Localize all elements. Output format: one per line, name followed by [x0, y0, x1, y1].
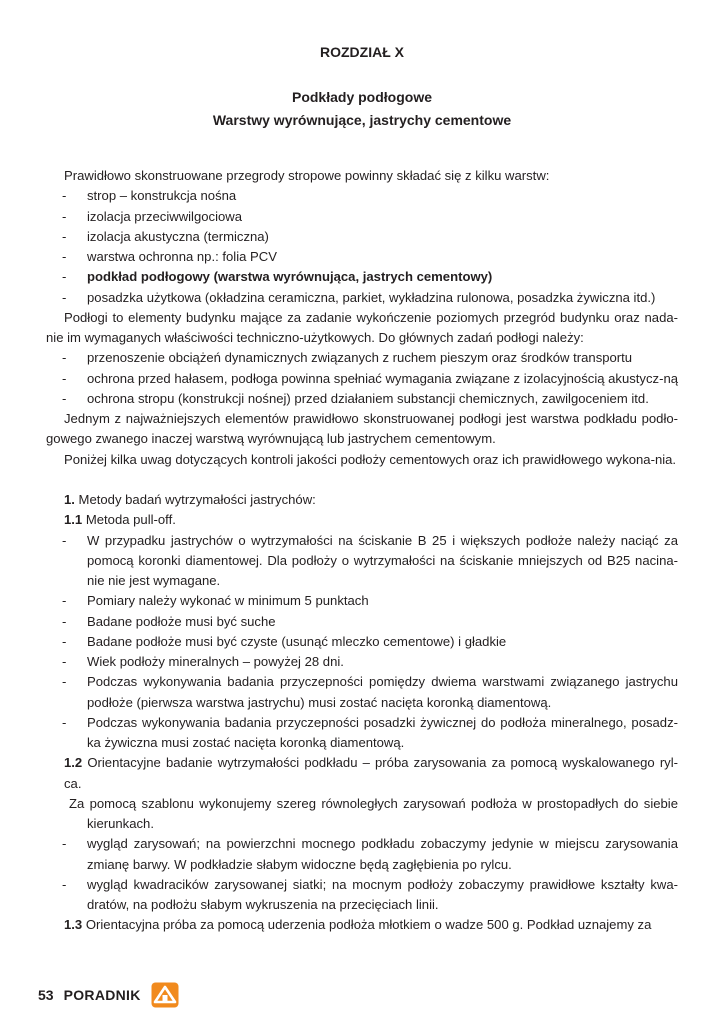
- section-1-1-heading: [46, 510, 678, 530]
- spacer: [46, 470, 678, 490]
- layers-list: [46, 186, 678, 308]
- list-item: - posadzka użytkowa (okładzina ceramiczna, parkiet, wykładzina rulonowa, posadzka żywiczna itd.): [46, 288, 678, 308]
- list-item: [46, 267, 678, 287]
- list-item: - warstwa ochronna np.: folia PCV: [46, 247, 678, 267]
- scratch-list: [46, 834, 678, 915]
- bold-list-text: podkład podłogowy (warstwa wyrównująca, jastrych cementowy): [87, 269, 493, 285]
- section-title: Orientacyjna próba za pomocą uderzenia podłoża młotkiem o wadze 500 g. Podkład uznajemy za: [82, 917, 652, 933]
- page-number: 53: [38, 987, 54, 1003]
- list-item: - izolacja akustyczna (termiczna): [46, 227, 678, 247]
- list-item: - Pomiary należy wykonać w minimum 5 punktach: [46, 591, 678, 611]
- pulloff-list: [46, 531, 678, 754]
- section-number: 1.: [64, 492, 75, 507]
- list-item: - Podczas wykonywania badania przyczepności pomiędzy dwiema warstwami związanego jastrychu podłoże (pierwsza warstwa jastrychu) musi zostać nacięta koronką diamentową.: [46, 672, 678, 713]
- section-1-2-heading: [46, 753, 678, 794]
- section-number: 1.1: [64, 512, 83, 528]
- section-title: Metoda pull-off.: [82, 512, 176, 528]
- scratch-paragraph: Za pomocą szablonu wykonujemy szereg równoległych zarysowań podłoża w prostopadłych do siebie kierunkach.: [69, 795, 678, 831]
- important-paragraph: Jednym z najważniejszych elementów prawidłowo skonstruowanej podłogi jest warstwa podkładu podło-gowego zwanego inaczej warstwą wyrównującą lub jastrychem cementowym.: [46, 411, 678, 447]
- list-item: - wygląd zarysowań; na powierzchni mocnego podkładu zobaczymy jedynie w miejscu zarysowania zmianę barwy. W podkładzie słabym widoczne będą zagłębienia po rylcu.: [46, 834, 678, 875]
- list-item: - przenoszenie obciążeń dynamicznych związanych z ruchem pieszym oraz środków transportu: [46, 348, 678, 368]
- list-item: - Podczas wykonywania badania przyczepności posadzki żywicznej do podłoża mineralnego, posadz-ka żywiczna musi zostać nacięta koronką diamentową.: [46, 713, 678, 754]
- section-number: 1.3: [64, 917, 83, 933]
- section-title: Orientacyjne badanie wytrzymałości podkładu – próba zarysowania za pomocą wyskalowanego ryl-ca.: [64, 755, 678, 791]
- title-line-1: Podkłady podłogowe: [291, 89, 432, 105]
- tasks-list: [46, 348, 678, 409]
- intro-paragraph: Prawidłowo skonstruowane przegrody stropowe powinny składać się z kilku warstw:: [64, 168, 550, 183]
- chapter-heading: ROZDZIAŁ X: [320, 44, 404, 60]
- list-item: - wygląd kwadracików zarysowanej siatki; na mocnym podłoży zobaczymy prawidłowe kształty kwa-dratów, na podłożu słabym wykruszenia na przecięciach linii.: [46, 875, 678, 916]
- list-item: - W przypadku jastrychów o wytrzymałości na ściskanie B 25 i większych podłoże należy naciąć za pomocą koronki diamentowej. Dla podłoży o wytrzymałości na ściskanie mniejszych od B25 nacina-nie nie jest wymagane.: [46, 531, 678, 592]
- below-paragraph: Poniżej kilka uwag dotyczących kontroli jakości podłoży cementowych oraz ich prawidłowego wykona-nia.: [64, 451, 677, 467]
- list-item: - Badane podłoże musi być czyste (usunąć mleczko cementowe) i gładkie: [46, 632, 678, 652]
- section-title: Metody badań wytrzymałości jastrychów:: [74, 492, 316, 507]
- floor-paragraph: Podłogi to elementy budynku mające za zadanie wykończenie poziomych przegród budynku oraz nada-nie im wymaganych właściwości techniczno-użytkowych. Do głównych zadań podłogi należy:: [46, 309, 678, 345]
- section-1-3-heading: [46, 915, 678, 935]
- brand-logo-icon: [151, 982, 179, 1008]
- section-number: 1.2: [64, 755, 83, 771]
- list-item: - ochrona stropu (konstrukcji nośnej) przed działaniem substancji chemicznych, zawilgoceniem itd.: [46, 389, 678, 409]
- list-item: - Wiek podłoży mineralnych – powyżej 28 dni.: [46, 652, 678, 672]
- document-body: [46, 166, 678, 936]
- footer-title: PORADNIK: [63, 987, 141, 1003]
- document-page: [46, 0, 678, 1024]
- list-item: - strop – konstrukcja nośna: [46, 186, 678, 206]
- list-item: - izolacja przeciwwilgociowa: [46, 207, 678, 227]
- list-item: - ochrona przed hałasem, podłoga powinna spełniać wymagania związane z izolacyjnością akustycz-ną: [46, 369, 678, 389]
- title-line-2: Warstwy wyrównujące, jastrychy cementowe: [212, 112, 512, 128]
- section-1-heading: [46, 490, 678, 510]
- page-footer: [38, 980, 179, 1010]
- list-item: - Badane podłoże musi być suche: [46, 612, 678, 632]
